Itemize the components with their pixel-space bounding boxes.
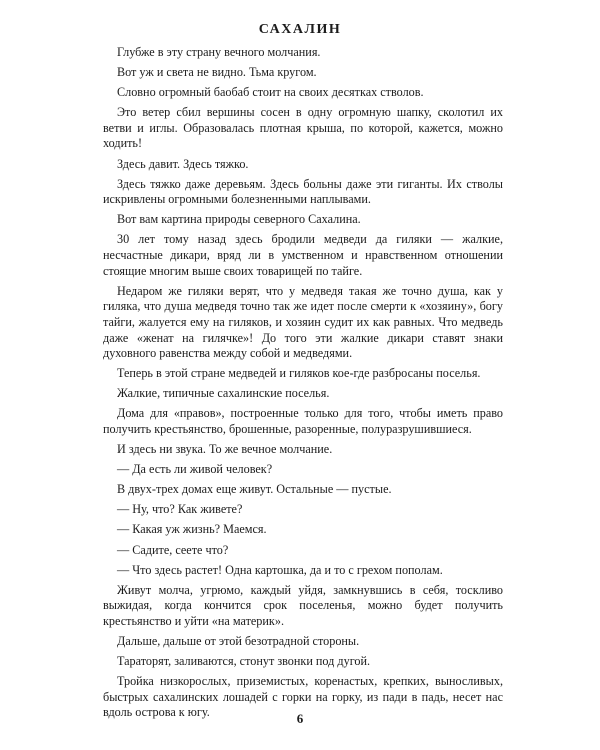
paragraph: Тараторят, заливаются, стонут звонки под дугой. [117, 654, 371, 669]
page-number: 6 [296, 711, 304, 726]
dialogue-line: — Садите, сеете что? [117, 542, 229, 557]
paragraph: Вот вам картина природы северного Сахалина. [117, 212, 361, 227]
paragraph: Жалкие, типичные сахалинские поселья. [117, 386, 330, 401]
body-text [103, 45, 503, 721]
dialogue-line: — Да есть ли живой человек? [117, 462, 273, 477]
paragraph: Дома для «правов», построенные только для того, чтобы иметь право получить крестьянство, брошенные, разоренные, полуразрушившиеся. [103, 406, 503, 436]
paragraph: Дальше, дальше от этой безотрадной стороны. [117, 634, 360, 648]
paragraph: Глубже в эту страну вечного молчания. [117, 45, 321, 59]
paragraph: Теперь в этой стране медведей и гиляков кое-где разбросаны поселья. [117, 366, 481, 381]
paragraph: Здесь давит. Здесь тяжко. [117, 156, 249, 171]
running-header: САХАЛИН [258, 22, 342, 37]
paragraph: Словно огромный баобаб стоит на своих десятках стволов. [117, 85, 424, 100]
paragraph: Тройка низкорослых, приземистых, коренастых, крепких, выносливых, быстрых сахалинских лошадей с горки на горку, из пади в падь, несет нас вдоль острова к югу. [103, 674, 503, 720]
dialogue-line: — Что здесь растет! Одна картошка, да и то с грехом пополам. [117, 562, 443, 577]
dialogue-line: — Какая уж жизнь? Маемся. [117, 522, 267, 537]
paragraph: Здесь тяжко даже деревьям. Здесь больны даже эти гиганты. Их стволы искривлены огромными болезненными наплывами. [103, 176, 503, 207]
paragraph: Это ветер сбил вершины сосен в одну огромную шапку, сколотил их ветви и иглы. Образовалась плотная крыша, по которой, кажется, можно ходить! [103, 105, 503, 151]
paragraph: 30 лет тому назад здесь бродили медведи да гиляки — жалкие, несчастные дикари, вряд ли в умственном и нравственном отношении стоящие многим выше своих товарищей по тайге. [103, 232, 503, 278]
paragraph: И здесь ни звука. То же вечное молчание. [117, 442, 333, 457]
paragraph: Живут молча, угрюмо, каждый уйдя, замкнувшись в себя, тоскливо выжидая, когда кончится срок поселенья, можно будет получить крестьянство и уйти «на материк». [103, 582, 503, 628]
paragraph: Недаром же гиляки верят, что у медведя такая же точно душа, как у гиляка, что душа медведя точно так же идет после смерти к «хозяину», богу тайги, жалуется ему на гиляков, и хозяин судит их как равных. Что медведь даже «женат на гилячке»! До того эти жалкие дикари ставят знаки духовного равенства между собой и медведями. [103, 283, 503, 361]
dialogue-line: — Ну, что? Как живете? [117, 502, 243, 517]
paragraph: Вот уж и света не видно. Тьма кругом. [117, 65, 317, 80]
paragraph: В двух-трех домах еще живут. Остальные — пустые. [117, 482, 392, 497]
